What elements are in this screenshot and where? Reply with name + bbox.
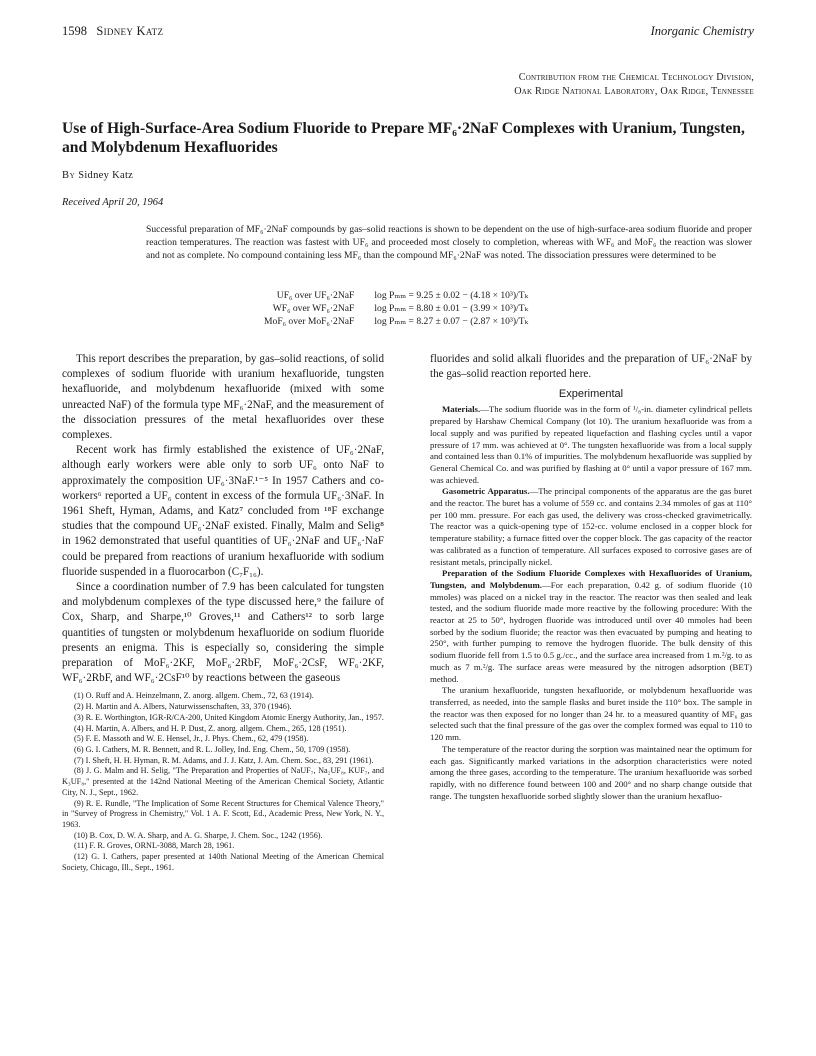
footnote: (2) H. Martin and A. Albers, Naturwissenschaften, 33, 370 (1946).	[74, 702, 292, 712]
byline	[62, 170, 133, 181]
apparatus-heading: Gasometric Apparatus.	[442, 486, 530, 497]
dissociation-equations	[264, 289, 528, 328]
equation-system: UF₆ over UF₆·2NaF	[276, 290, 355, 301]
intro-continued	[430, 352, 752, 382]
footnotes	[62, 691, 384, 873]
preparation-text: —For each preparation, 0.42 g. of sodium fluoride (10 mmoles) was placed on a nickel tray in the reactor. The reactor was then sealed and leak tested, and the sodium fluoride made more reactive by the following procedure: With the reactor at 25 to 50°, hydrogen fluoride was introduced until over 40 mmoles had been sorbed by the sodium fluoride; the reactor was then evacuated by pumping and heating to 250°, with further pumping to remove the hydrogen fluoride. The bulk density of this sodium fluoride fell from 1.5 to 0.5 g./cc., and the surface area increased from 1 m.²/g. to as much as 7 m.²/g. The surface areas were measured by the nitrogen adsorption (BET) method.	[430, 579, 752, 684]
body-paragraph: Since a coordination number of 7.9 has been calculated for tungsten and molybdenum complexes of the type discussed here,⁹ the failure of Cox, Sharp, and Sharpe,¹⁰ Groves,¹¹ and Cathers¹² to sorb large quantities of tungsten or molybdenum hexafluoride on sodium fluoride presents an enigma. This is especially so, considering the simple preparation of MoF₆·2KF, MoF₆·2RbF, MoF₆·2CsF, WF₆·2KF, WF₆·2RbF, and WF₆·2CsF¹⁰ by reactions between the gaseous	[62, 581, 384, 685]
body-paragraph: Recent work has firmly established the existence of UF₆·2NaF, although early workers were able only to sorb UF₆ onto NaF to approximately the composition UF₆·3NaF.¹⁻⁵ In 1957 Cathers and co-workers⁶ reported a UF₆ content in excess of the formula UF₆·3NaF. In 1961 Sheft, Hyman, Adams, and Katz⁷ concluded from ¹⁸F exchange studies that the compound UF₆·2NaF existed. Finally, Malm and Selig⁸ in 1962 demonstrated that useful quantities of UF₆·2NaF and UF₆·NaF could be prepared from reactions of uranium hexafluoride with sodium fluoride suspended in a fluorocarbon (C₇F₁₆).	[62, 444, 384, 578]
experimental-section	[430, 404, 752, 802]
article-title: Use of High-Surface-Area Sodium Fluoride to Prepare MF₆·2NaF Complexes with Uranium, Tungsten, and Molybdenum Hexafluorides	[62, 120, 745, 156]
footnote: (6) G. I. Cathers, M. R. Bennett, and R. L. Jolley, Ind. Eng. Chem., 50, 1709 (1958).	[74, 744, 351, 754]
body-paragraph: This report describes the preparation, by gas–solid reactions, of solid complexes of sodium fluoride with uranium hexafluoride, tungsten hexafluoride, and molybdenum hexafluoride (mixed with some unreacted NaF) of the formula type MF₆·2NaF, and the measurement of the dissociation pressures of the metal hexafluorides over these complexes.	[62, 353, 384, 442]
apparatus-text: —The principal components of the apparatus are the gas buret and the reactor. The buret has a volume of 559 cc. and contains 2.34 mmoles of gas at 110° per 100 mm. pressure. For each gas used, the delivery was cross-checked gravimetrically. The reactor was a quick-opening type of 152-cc. volume enclosed in a copper block for temperature stability; a furnace fitted over the copper block. The gas capacity of the reactor was calibrated as a function of temperature. All surfaces exposed to corrosive gases are of resistant metals, principally nickel.	[430, 486, 752, 567]
author-name: Sidney Katz	[78, 170, 134, 181]
footnote: (8) J. G. Malm and H. Selig, "The Preparation and Properties of NaUF₇, Na₂UF₈, KUF₇, and K₃UF₈," presented at the 142nd National Meeting of the American Chemical Society, Atlantic City, N. J., Sept., 1962.	[62, 766, 384, 797]
equation-system: MoF₆ over MoF₆·2NaF	[264, 316, 355, 327]
footnote: (1) O. Ruff and A. Heinzelmann, Z. anorg. allgem. Chem., 72, 63 (1914).	[74, 691, 314, 701]
footnote: (9) R. E. Rundle, "The Implication of Some Recent Structures for Chemical Valence Theory," in "Survey of Progress in Chemistry," Vol. 1 A. F. Scott, Ed., Academic Press, New York, N. Y., 1963.	[62, 798, 384, 829]
footnote: (10) B. Cox, D. W. A. Sharp, and A. G. Sharpe, J. Chem. Soc., 1242 (1956).	[74, 830, 323, 840]
running-header-left	[62, 24, 163, 39]
body-paragraph: fluorides and solid alkali fluorides and the preparation of UF₆·2NaF by the gas–solid reaction reported here.	[430, 353, 752, 381]
abstract	[146, 223, 752, 262]
running-author: Sidney Katz	[96, 24, 164, 38]
preparation-paragraph	[430, 568, 752, 685]
equation-row	[264, 315, 528, 328]
footnote: (7) I. Sheft, H. H. Hyman, R. M. Adams, and J. J. Katz, J. Am. Chem. Soc., 83, 291 (1961).	[74, 755, 374, 765]
byline-by: By	[62, 170, 76, 181]
contribution-line-1: Contribution from the Chemical Technology Division,	[518, 72, 754, 83]
equation-system: WF₆ over WF₆·2NaF	[272, 303, 355, 314]
left-column	[62, 352, 384, 873]
page-number: 1598	[62, 24, 87, 38]
equation-row	[264, 302, 528, 315]
materials-paragraph	[430, 404, 752, 486]
equation-expression: log Pₘₘ = 8.27 ± 0.07 − (2.87 × 10³)/Tₖ	[374, 316, 529, 327]
equation-expression: log Pₘₘ = 9.25 ± 0.02 − (4.18 × 10³)/Tₖ	[374, 290, 529, 301]
footnote: (4) H. Martin, A. Albers, and H. P. Dust, Z. anorg. allgem. Chem., 265, 128 (1951).	[74, 723, 347, 733]
footnote: (11) F. R. Groves, ORNL-3088, March 28, 1961.	[74, 841, 235, 851]
right-column	[430, 352, 752, 802]
introduction	[62, 352, 384, 686]
abstract-text: Successful preparation of MF₆·2NaF compounds by gas–solid reactions is shown to be dependent on the use of high-surface-area sodium fluoride and proper reaction temperatures. The reaction was fastest with UF₆ and proceeded most closely to completion, whereas with WF₆ and MoF₆ the reaction was slower and not as complete. No compound containing less MF₆ than the compound MF₆·2NaF was noted. The dissociation pressures were determined to be	[146, 224, 752, 261]
contribution-line-2: Oak Ridge National Laboratory, Oak Ridge, Tennessee	[514, 86, 754, 97]
body-paragraph: The temperature of the reactor during the sorption was maintained near the optimum for each gas. Significantly marked variations in the adsorption characteristics were noted among the three gases, according to the temperature. The uranium hexafluoride was sorbed rapidly, with no difference found between 100 and 200° and no sharp change outside that range. The tungsten hexafluoride sorbed slightly slower than the uranium hexafluo-	[430, 743, 752, 801]
materials-heading: Materials.	[442, 404, 481, 415]
footnote: (5) F. E. Massoth and W. E. Hensel, Jr., J. Phys. Chem., 62, 479 (1958).	[74, 734, 309, 744]
footnote: (12) G. I. Cathers, paper presented at 140th National Meeting of the American Chemical Society, Chicago, Ill., Sept., 1961.	[62, 852, 384, 872]
equation-expression: log Pₘₘ = 8.80 ± 0.01 − (3.99 × 10³)/Tₖ	[374, 303, 529, 314]
section-heading-experimental: Experimental	[558, 388, 624, 401]
apparatus-paragraph	[430, 486, 752, 568]
received-date: Received April 20, 1964	[62, 197, 164, 208]
journal-name: Inorganic Chemistry	[650, 24, 754, 38]
body-paragraph: The uranium hexafluoride, tungsten hexafluoride, or molybdenum hexafluoride was transferred, as needed, into the sample flasks and buret inside the 110° box. The sample in the reactor was then exposed for no longer than 24 hr. to a measured quantity of MF₆ gas selected such that the final pressure of the gas over the complex formed was equal to 110 to 120 mm.	[430, 685, 752, 743]
preparation-heading: Preparation of the Sodium Fluoride Complexes with Hexafluorides of Uranium, Tungsten, and Molybdenum.	[430, 568, 752, 590]
contribution	[514, 71, 754, 99]
materials-text: —The sodium fluoride was in the form of ¹/₈-in. diameter cylindrical pellets prepared by Harshaw Chemical Company (lot 10). The uranium hexafluoride was from a local supply and was purified by repeated liquefaction and flashing cycles until a vapor pressure of 17 mm. was achieved at 0°. The tungsten hexafluoride was from a local supply and contained less than 0.1% of impurities. The molybdenum hexafluoride was supplied by General Chemical Co. and was purified by flashing at 0° until a vapor pressure of 167 mm. was achieved.	[430, 404, 752, 485]
footnote: (3) R. E. Worthington, IGR-R/CA-200, United Kingdom Atomic Energy Authority, Jan., 1957.	[74, 712, 384, 722]
equation-row	[264, 289, 528, 302]
